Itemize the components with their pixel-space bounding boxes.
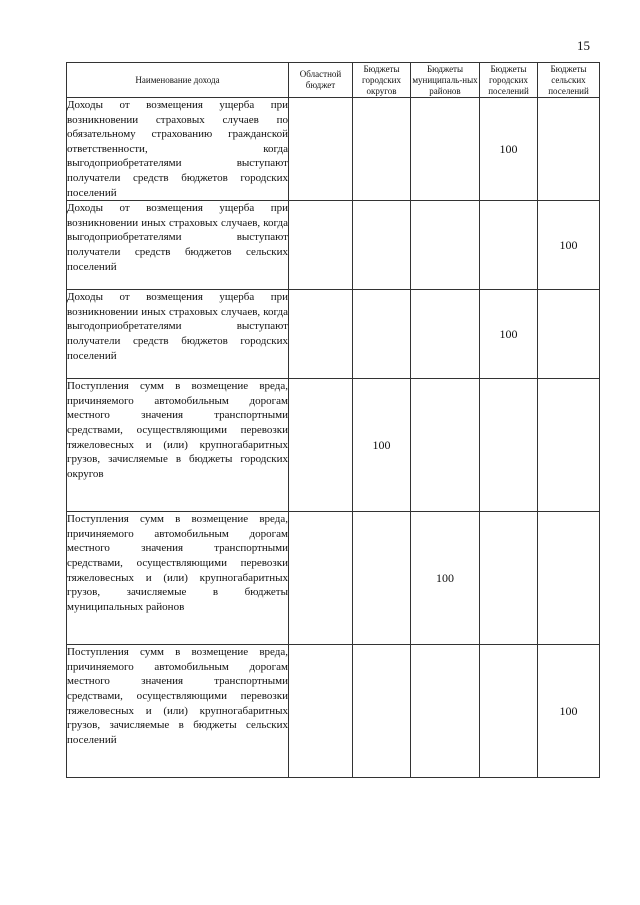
revenue-name-cell: Доходы от возмещения ущерба при возникновении иных страховых случаев, когда выгодоприобретателями выступают получатели средств бюджетов сельских поселений bbox=[67, 201, 289, 290]
revenue-name-cell: Поступления сумм в возмещение вреда, причиняемого автомобильным дорогам местного значения транспортными средствами, осуществляющими перевозки тяжеловесных и (или) крупногабаритных грузов, зачисляемые в бюджеты муниципальных районов bbox=[67, 512, 289, 645]
rural-settlement-cell bbox=[538, 98, 600, 201]
urban-settlement-cell bbox=[480, 379, 538, 512]
table-row bbox=[67, 98, 600, 201]
page-number: 15 bbox=[577, 38, 590, 53]
rural-settlement-cell bbox=[538, 379, 600, 512]
rural-settlement-cell: 100 bbox=[538, 645, 600, 778]
regional-budget-cell bbox=[289, 645, 353, 778]
urban-settlement-cell: 100 bbox=[480, 290, 538, 379]
revenue-distribution-table bbox=[66, 62, 600, 778]
city-district-cell: 100 bbox=[353, 379, 411, 512]
table-row bbox=[67, 512, 600, 645]
municipal-district-cell bbox=[411, 645, 480, 778]
municipal-district-cell bbox=[411, 98, 480, 201]
municipal-district-cell bbox=[411, 201, 480, 290]
municipal-district-cell: 100 bbox=[411, 512, 480, 645]
city-district-cell bbox=[353, 645, 411, 778]
city-district-cell bbox=[353, 290, 411, 379]
header-urban-settlement-budgets: Бюджеты городских поселений bbox=[480, 63, 538, 98]
revenue-name-cell: Поступления сумм в возмещение вреда, причиняемого автомобильным дорогам местного значения транспортными средствами, осуществляющими перевозки тяжеловесных и (или) крупногабаритных грузов, зачисляемые в бюджеты сельских поселений bbox=[67, 645, 289, 778]
header-municipal-district-budgets: Бюджеты муниципаль-ных районов bbox=[412, 63, 478, 96]
table-row bbox=[67, 201, 600, 290]
regional-budget-cell bbox=[289, 379, 353, 512]
header-rural-settlement-budgets: Бюджеты сельских поселений bbox=[538, 63, 600, 98]
rural-settlement-cell bbox=[538, 290, 600, 379]
regional-budget-cell bbox=[289, 290, 353, 379]
table-row bbox=[67, 645, 600, 778]
regional-budget-cell bbox=[289, 201, 353, 290]
municipal-district-cell bbox=[411, 290, 480, 379]
table-header-row bbox=[67, 63, 600, 98]
table-row bbox=[67, 379, 600, 512]
municipal-district-cell bbox=[411, 379, 480, 512]
regional-budget-cell bbox=[289, 512, 353, 645]
rural-settlement-cell: 100 bbox=[538, 201, 600, 290]
regional-budget-cell bbox=[289, 98, 353, 201]
urban-settlement-cell bbox=[480, 201, 538, 290]
table-row bbox=[67, 290, 600, 379]
header-revenue-name: Наименование дохода bbox=[67, 63, 289, 98]
revenue-name-cell: Доходы от возмещения ущерба при возникновении страховых случаев по обязательному страхованию гражданской ответственности, когда выгодоприобретателями выступают получатели средств бюджетов городских поселений bbox=[67, 98, 289, 201]
rural-settlement-cell bbox=[538, 512, 600, 645]
header-city-district-budgets: Бюджеты городских округов bbox=[353, 63, 411, 98]
revenue-name-cell: Доходы от возмещения ущерба при возникновении иных страховых случаев, когда выгодоприобретателями выступают получатели средств бюджетов городских поселений bbox=[67, 290, 289, 379]
city-district-cell bbox=[353, 512, 411, 645]
header-regional-budget: Областной бюджет bbox=[289, 63, 353, 98]
city-district-cell bbox=[353, 201, 411, 290]
urban-settlement-cell bbox=[480, 512, 538, 645]
urban-settlement-cell bbox=[480, 645, 538, 778]
urban-settlement-cell: 100 bbox=[480, 98, 538, 201]
city-district-cell bbox=[353, 98, 411, 201]
revenue-name-cell: Поступления сумм в возмещение вреда, причиняемого автомобильным дорогам местного значения транспортными средствами, осуществляющими перевозки тяжеловесных и (или) крупногабаритных грузов, зачисляемые в бюджеты городских округов bbox=[67, 379, 289, 512]
